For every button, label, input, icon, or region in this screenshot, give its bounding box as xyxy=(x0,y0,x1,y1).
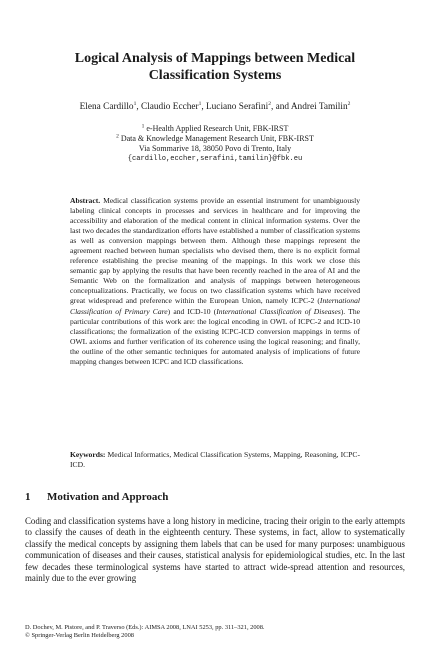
section-number: 1 xyxy=(25,491,31,503)
author-separator: , xyxy=(201,102,206,112)
affiliation-text: e-Health Applied Research Unit, FBK-IRST xyxy=(144,124,289,133)
affiliation-address: Via Sommarive 18, 38050 Povo di Trento, Italy xyxy=(138,144,292,153)
abstract-italic-term: International Classification of Primary Care xyxy=(70,296,360,316)
section-heading xyxy=(25,491,405,503)
abstract-italic-term: International Classification of Diseases xyxy=(216,306,341,316)
affiliation-number: 1 xyxy=(141,123,145,130)
page-footer xyxy=(25,624,410,640)
section-title: Motivation and Approach xyxy=(47,491,169,503)
affiliation-number: 2 xyxy=(116,133,119,140)
author-name: Luciano Serafini xyxy=(205,102,269,112)
footer-citation: D. Dochev, M. Pistore, and P. Traverso (Eds.): AIMSA 2008, LNAI 5253, pp. 311–321, 2008. xyxy=(25,624,265,631)
affiliations xyxy=(30,124,400,164)
abstract-text: ). The particular contributions of this work are: the logical encoding in OWL of ICPC-2 and ICD-10 classifications; the formalization of the existing ICPC-ICD conversion mappings in terms of OWL axioms and further verification of its coherence using the logical reasoning; and finally, the outline of the other semantic techniques for automated analysis of implications of future mapping changes between ICPC and ICD classifications. xyxy=(70,306,360,366)
author-affiliation-mark: 2 xyxy=(347,100,351,107)
author-affiliation-mark: 2 xyxy=(268,100,271,107)
affiliation-1 xyxy=(30,124,400,134)
body-paragraph: Coding and classification systems have a long history in medicine, tracing their origin to the early attempts to classify the causes of death in the eighteenth century. These systems, in fact, allow to systematically classify the medical concepts by assigning them labels that can be used for many purposes: unambiguous communication of diseases and their causes, statistical analysis for epidemiological studies, etc. In the last few decades these terminological systems have started to attract wide-spread attention and resources, mainly due to the ever growing xyxy=(25,516,405,584)
author-name: Elena Cardillo xyxy=(79,102,134,112)
author-affiliation-mark: 1 xyxy=(198,100,202,107)
abstract xyxy=(70,196,360,367)
keywords-label: Keywords: xyxy=(70,450,106,459)
author-name: Andrei Tamilin xyxy=(290,102,348,112)
paper-title: Logical Analysis of Mappings between Medical Classification Systems xyxy=(74,51,356,83)
abstract-text: ) and ICD-10 ( xyxy=(167,306,217,316)
author-emails: {cardillo,eccher,serafini,tamilin}@fbk.eu xyxy=(127,155,303,163)
affiliation-text: Data & Knowledge Management Research Unit, FBK-IRST xyxy=(118,134,314,143)
author-name: Claudio Eccher xyxy=(141,102,199,112)
author-affiliation-mark: 1 xyxy=(133,100,137,107)
author-list xyxy=(20,101,410,113)
abstract-label: Abstract. xyxy=(70,196,101,205)
author-separator: , and xyxy=(270,102,291,112)
keywords-text: Medical Informatics, Medical Classification Systems, Mapping, Reasoning, ICPC-ICD. xyxy=(70,450,360,469)
author-separator: , xyxy=(136,102,141,112)
affiliation-2 xyxy=(30,134,400,144)
footer-copyright: © Springer-Verlag Berlin Heidelberg 2008 xyxy=(25,632,134,640)
keywords xyxy=(70,450,360,470)
abstract-text: Medical classification systems provide an essential instrument for unambiguously labeling clinical concepts in processes and services in healthcare and for improving the accessibility and elaboration of the medical content in clinical information systems. Over the last two decades the standardization efforts have established a number of classification systems as well as conversion mappings between them. Although these mappings represent the agreement reached between human specialists who devised them, there is no explicit formal reference establishing the precise meaning of the mappings. In this work we close this semantic gap by applying the results that have been recently reached in the area of AI and the Semantic Web on the formalization and analysis of mappings between heterogeneous conceptualizations. Practically, we focus on two classification systems which have received great widespread and preference within the European Union, namely ICPC-2 ( xyxy=(70,196,360,306)
